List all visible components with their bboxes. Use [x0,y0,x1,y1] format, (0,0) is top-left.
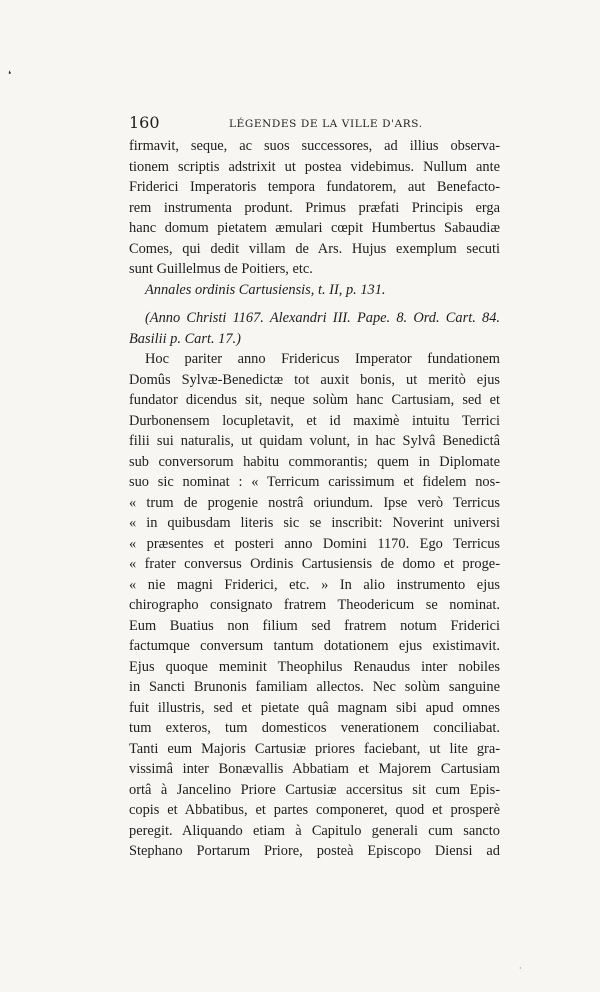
text-line: Ejus quoque meminit Theophilus Renaudus inter nobiles [129,658,500,675]
reference-line: (Anno Christi 1167. Alexandri III. Pape. 8. Ord. Cart. 84. [145,310,500,326]
text-line: peregit. Aliquando etiam à Capitulo generali cum sancto [129,822,500,839]
text-line: Tanti eum Majoris Cartusiæ priores faciebant, ut lite gra- [129,740,500,757]
text-line: Friderici Imperatoris tempora fundatorem, aut Benefacto- [129,179,500,195]
page-number: 160 [129,113,160,132]
margin-mark-icon: ❛ [8,70,12,81]
text-line: « nie magni Friderici, etc. » In alio instrumento ejus [129,576,500,593]
reference-line: Basilii p. Cart. 17.) [129,330,241,347]
body-text [129,136,500,862]
text-line: Comes, qui dedit villam de Ars. Hujus exemplum secuti [129,240,500,257]
text-line: filii sui naturalis, ut quidam volunt, in hac Sylvâ Benedictâ [129,433,500,449]
text-line: sunt Guillelmus de Poitiers, etc. [129,261,313,277]
source-citation: Annales ordinis Cartusiensis, t. II, p. 131. [145,281,386,298]
text-line: tionem scriptis adstrixit ut postea videbimus. Nullum ante [129,158,500,175]
text-line: Eum Buatius non filium sed fratrem notum Friderici [129,617,500,634]
text-line: firmavit, seque, ac suos successores, ad illius observa- [129,138,500,154]
text-line: « in quibusdam literis sic se inscribit: Noverint universi [129,515,500,531]
text-line: fundator dicendus sit, neque solùm hanc Cartusiam, sed et [129,392,500,408]
text-line: in Sancti Brunonis familiam allectos. Nec solùm sanguine [129,679,500,695]
text-line: vissimâ inter Bonævallis Abbatiam et Majorem Cartusiam [129,761,500,777]
text-line: hanc domum pietatem æmulari cœpit Humbertus Sabaudiæ [129,220,500,236]
text-line: fuit illustris, sed et pietate quâ magnam sibi apud omnes [129,699,500,716]
text-line: Durbonensem locupletavit, et id maximè intuitu Terrici [129,412,500,429]
text-line: « trum de progenie nostrâ oriundum. Ipse verò Terricus [129,494,500,511]
text-line: tum exteros, tum domesticos venerationem conciliabat. [129,720,500,736]
text-line: « frater conversus Ordinis Cartusiensis de domo et proge- [129,556,500,572]
text-line: copis et Abbatibus, et partes componeret, quod et prosperè [129,802,500,818]
text-line: « præsentes et posteri anno Domini 1170. Ego Terricus [129,535,500,552]
header-title: LÉGENDES DE LA VILLE D'ARS. [229,118,423,130]
text-line: Stephano Portarum Priore, posteà Episcopo Diensi ad [129,843,500,859]
text-line: ortâ à Jancelino Priore Cartusiæ accersitus sit cum Epis- [129,781,500,798]
text-line: sub conversorum habitu commorantis; quem in Diplomate [129,453,500,470]
text-line: chirographo consignato fratrem Theodericum se nominat. [129,597,500,613]
text-line: Hoc pariter anno Fridericus Imperator fundationem [145,351,500,367]
running-header [129,113,501,133]
text-line: Domûs Sylvæ-Benedictæ tot auxit bonis, ut meritò ejus [129,371,500,388]
text-line: rem instrumenta produnt. Primus præfati Principis erga [129,199,500,216]
text-line: suo sic nominat : « Terricum carissimum et fidelem nos- [129,474,500,490]
text-line: factumque conversum tantum dotationem ejus existimavit. [129,638,500,654]
margin-dot-icon: · [519,964,522,973]
